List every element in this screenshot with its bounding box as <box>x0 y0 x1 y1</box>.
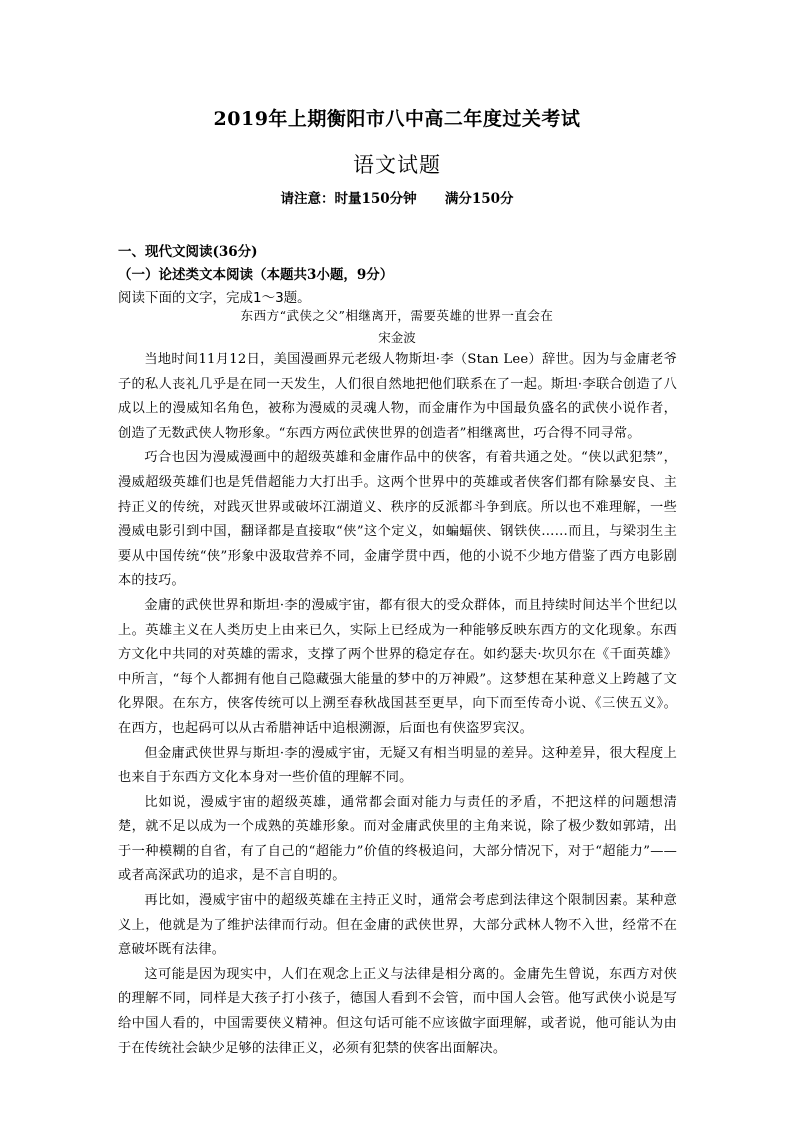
article-paragraph: 金庸的武侠世界和斯坦·李的漫威宇宙，都有很大的受众群体，而且持续时间达半个世纪以上。英雄主义在人类历史上由来已久，实际上已经成为一种能够反映东西方的文化现象。东西方文化中共同的对英雄的需求，支撑了两个世界的稳定存在。如约瑟夫·坎贝尔在《千面英雄》中所言，“每个人都拥有他自己隐藏强大能量的梦中的万神殿”。这梦想在某种意义上跨越了文化界限。在东方，侠客传统可以上溯至春秋战国甚至更早，向下而至传奇小说、《三侠五义》。在西方，也起码可以从古希腊神话中追根溯源，后面也有侠盗罗宾汉。 <box>118 597 677 736</box>
subsection-heading-argumentative: （一）论述类文本阅读（本题共3小题，9分） <box>118 267 394 283</box>
article-paragraph: 这可能是因为现实中，人们在观念上正义与法律是相分离的。金庸先生曾说，东西方对侠的理解不同，同样是大孩子打小孩子，德国人看到不会管，而中国人会管。他写武侠小说是写给中国人看的，中国需要侠义精神。但这句话可能不应该做字面理解，或者说，他可能认为由于在传统社会缺少足够的法律正义，必须有犯禁的侠客出面解决。 <box>118 966 677 1056</box>
article-author: 宋金波 <box>378 330 416 345</box>
exam-subtitle: 语文试题 <box>353 153 441 177</box>
section-heading-modern-reading: 一、现代文阅读(36分) <box>118 244 258 260</box>
article-paragraph: 再比如，漫威宇宙中的超级英雄在主持正义时，通常会考虑到法律这个限制因素。某种意义上，他就是为了维护法律而行动。但在金庸的武侠世界，大部分武林人物不入世，经常不在意破坏既有法律。 <box>118 893 677 958</box>
reading-instruction: 阅读下面的文字，完成1～3题。 <box>118 290 311 306</box>
article-paragraph: 当地时间11月12日，美国漫画界元老级人物斯坦·李（Stan Lee）辞世。因为与金庸老爷子的私人丧礼几乎是在同一天发生，人们很自然地把他们联系在了一起。斯坦·李联合创造了八成以上的漫威知名角色，被称为漫威的灵魂人物，而金庸作为中国最负盛名的武侠小说作者，创造了无数武侠人物形象。“东西方两位武侠世界的创造者”相继离世，巧合得不同寻常。 <box>118 352 677 441</box>
article-paragraph: 但金庸武侠世界与斯坦·李的漫威宇宙，无疑又有相当明显的差异。这种差异，很大程度上也来自于东西方文化本身对一些价值的理解不同。 <box>118 745 677 786</box>
article-paragraph: 比如说，漫威宇宙的超级英雄，通常都会面对能力与责任的矛盾，不把这样的问题想清楚，就不足以成为一个成熟的英雄形象。而对金庸武侠里的主角来说，除了极少数如郭靖，出于一种模糊的自省，有了自己的“超能力”价值的终极追问，大部分情况下，对于“超能力”——或者高深武功的追求，是不言自明的。 <box>118 794 677 884</box>
article-body <box>118 348 677 1061</box>
exam-notice: 请注意：时量150分钟 满分150分 <box>280 191 514 207</box>
article-title: 东西方“武侠之父”相继离开，需要英雄的世界一直会在 <box>240 308 554 323</box>
exam-title: 2019年上期衡阳市八中高二年度过关考试 <box>213 108 581 130</box>
article-paragraph: 巧合也因为漫威漫画中的超级英雄和金庸作品中的侠客，有着共通之处。“侠以武犯禁”，漫威超级英雄们也是凭借超能力大打出手。这两个世界中的英雄或者侠客们都有除暴安良、主持正义的传统，对践灭世界或破坏江湖道义、秩序的反派都斗争到底。所以也不难理解，一些漫威电影引到中国，翻译都是直接取“侠”这个定义，如蝙蝠侠、钢铁侠……而且，与梁羽生主要从中国传统“侠”形象中汲取营养不同，金庸学贯中西，他的小说不少地方借鉴了西方电影剧本的技巧。 <box>118 450 677 589</box>
